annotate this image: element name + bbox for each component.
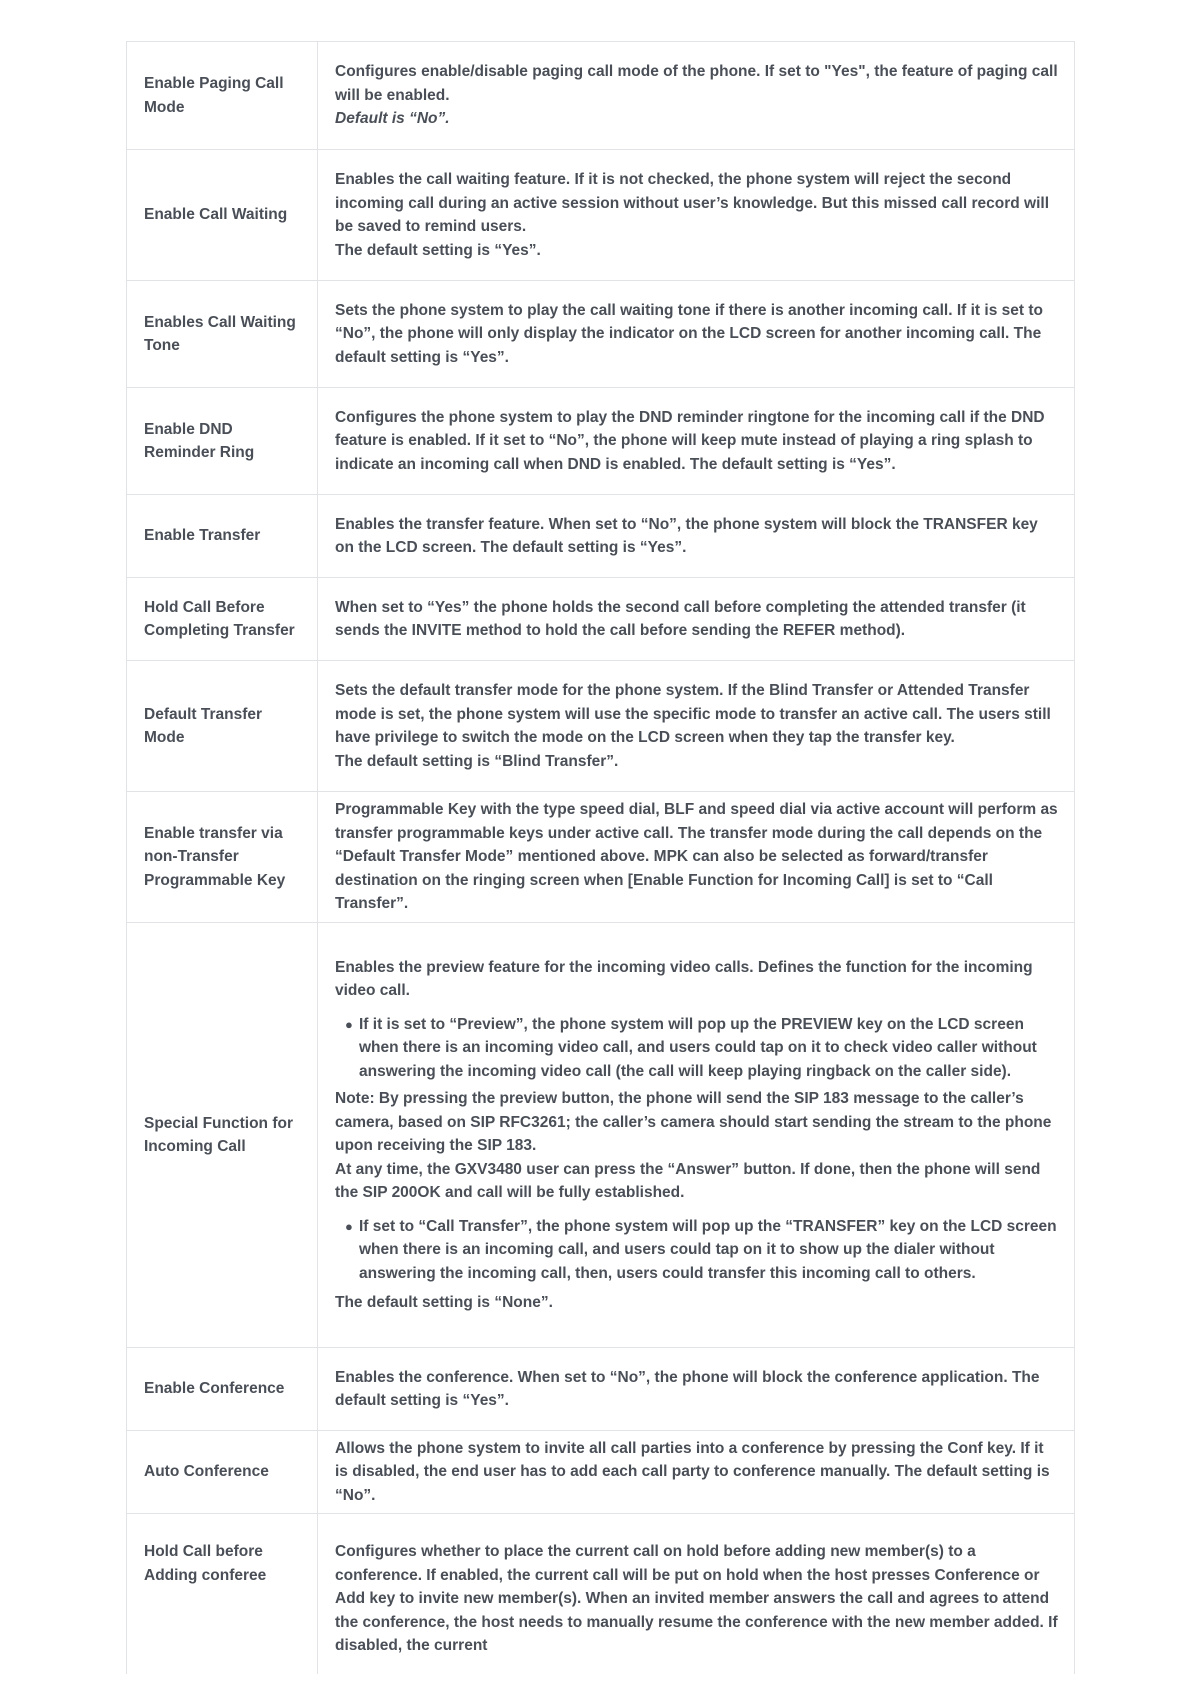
description-text: When set to “Yes” the phone holds the second call before completing the attended transfer (it sends the INVITE method to hold the call before sending the REFER method). — [335, 598, 1026, 639]
note-text: At any time, the GXV3480 user can press the “Answer” button. If done, then the phone will send the SIP 200OK and call will be fully established. — [335, 1160, 1041, 1201]
setting-description — [318, 281, 1075, 388]
list-item: ● If set to “Call Transfer”, the phone system will pop up the “TRANSFER” key on the LCD screen when there is an incoming call, and users could tap on it to show up the dialer without answering the incoming call, then, users could transfer this incoming call to others. — [359, 1215, 1058, 1286]
setting-description — [318, 495, 1075, 578]
setting-name: Enable transfer via non-Transfer Programmable Key — [127, 792, 318, 923]
setting-name: Enable Call Waiting — [127, 150, 318, 281]
setting-name: Enable Paging Call Mode — [127, 42, 318, 150]
description-text: Configures the phone system to play the DND reminder ringtone for the incoming call if the DND feature is enabled. If it set to “No”, the phone will keep mute instead of playing a ring splash to indicate an incoming call when DND is enabled. The default setting is “Yes”. — [335, 408, 1045, 473]
list-item: ● If it is set to “Preview”, the phone system will pop up the PREVIEW key on the LCD screen when there is an incoming video call, and users could tap on it to check video caller without answering the incoming video call (the call will keep playing ringback on the caller side). — [359, 1013, 1058, 1084]
table-row — [127, 1348, 1075, 1431]
description-text: Enables the preview feature for the incoming video calls. Defines the function for the incoming video call. — [335, 958, 1033, 999]
note-text: Note: By pressing the preview button, the phone will send the SIP 183 message to the caller’s camera, based on SIP RFC3261; the caller’s camera should start sending the stream to the phone upon receiving the SIP 183. — [335, 1090, 1052, 1154]
setting-description — [318, 388, 1075, 495]
setting-name: Hold Call Before Completing Transfer — [127, 578, 318, 661]
setting-name: Enable Transfer — [127, 495, 318, 578]
setting-description — [318, 923, 1075, 1348]
description-text: Programmable Key with the type speed dial, BLF and speed dial via active account will perform as transfer programmable keys under active call. The transfer mode during the call depends on the “Default Transfer Mode” mentioned above. MPK can also be selected as forward/transfer destination on the ringing screen when [Enable Function for Incoming Call] is set to “Call Transfer”. — [335, 801, 1058, 913]
setting-description — [318, 792, 1075, 923]
setting-description — [318, 150, 1075, 281]
bullet-list — [335, 1013, 1058, 1084]
description-text: Enables the conference. When set to “No”, the phone will block the conference application. The default setting is “Yes”. — [335, 1368, 1040, 1409]
setting-description — [318, 1348, 1075, 1431]
table-row — [127, 1514, 1075, 1674]
description-text: Enables the transfer feature. When set to “No”, the phone system will block the TRANSFER key on the LCD screen. The default setting is “Yes”. — [335, 515, 1038, 556]
bullet-list — [335, 1215, 1058, 1286]
setting-description — [318, 578, 1075, 661]
setting-name: Hold Call before Adding conferee — [127, 1514, 318, 1674]
settings-table — [126, 41, 1075, 1674]
setting-name: Special Function for Incoming Call — [127, 923, 318, 1348]
bullet-icon: ● — [345, 1016, 353, 1032]
setting-name: Auto Conference — [127, 1431, 318, 1514]
table-row — [127, 150, 1075, 281]
default-value: The default setting is “Yes”. — [335, 241, 541, 259]
table-row — [127, 923, 1075, 1348]
description-text: Configures enable/disable paging call mode of the phone. If set to "Yes", the feature of paging call will be enabled. — [335, 63, 1058, 104]
setting-name: Default Transfer Mode — [127, 661, 318, 792]
table-row — [127, 495, 1075, 578]
setting-description — [318, 42, 1075, 150]
table-row — [127, 42, 1075, 150]
table-row — [127, 1431, 1075, 1514]
setting-description — [318, 1431, 1075, 1514]
bullet-icon: ● — [345, 1218, 353, 1234]
table-row — [127, 792, 1075, 923]
description-text: Sets the default transfer mode for the phone system. If the Blind Transfer or Attended Transfer mode is set, the phone system will use the specific mode to transfer an active call. The users still have privilege to switch the mode on the LCD screen when they tap the transfer key. — [335, 682, 1051, 746]
description-text: Enables the call waiting feature. If it is not checked, the phone system will reject the second incoming call during an active session without user’s knowledge. But this missed call record will be saved to remind users. — [335, 171, 1050, 235]
setting-name: Enables Call Waiting Tone — [127, 281, 318, 388]
table-row — [127, 388, 1075, 495]
default-value: The default setting is “Blind Transfer”. — [335, 752, 619, 770]
setting-description — [318, 661, 1075, 792]
document-page — [126, 41, 1076, 1684]
description-text: Configures whether to place the current call on hold before adding new member(s) to a conference. If enabled, the current call will be put on hold when the host presses Conference or Add key to invite new member(s). When an invited member answers the call and agrees to attend the conference, the host needs to manually resume the conference with the new member added. If disabled, the current — [335, 1543, 1058, 1654]
table-row — [127, 578, 1075, 661]
description-text: Allows the phone system to invite all call parties into a conference by pressing the Conf key. If it is disabled, the end user has to add each call party to conference manually. The default setting is “No”. — [335, 1439, 1050, 1504]
description-text: Sets the phone system to play the call waiting tone if there is another incoming call. If it is set to “No”, the phone will only display the indicator on the LCD screen for another incoming call. The default setting is “Yes”. — [335, 301, 1043, 366]
table-row — [127, 281, 1075, 388]
setting-description — [318, 1514, 1075, 1674]
default-value: Default is “No”. — [335, 110, 450, 128]
setting-name: Enable Conference — [127, 1348, 318, 1431]
default-value: The default setting is “None”. — [335, 1294, 553, 1311]
setting-name: Enable DND Reminder Ring — [127, 388, 318, 495]
table-row — [127, 661, 1075, 792]
